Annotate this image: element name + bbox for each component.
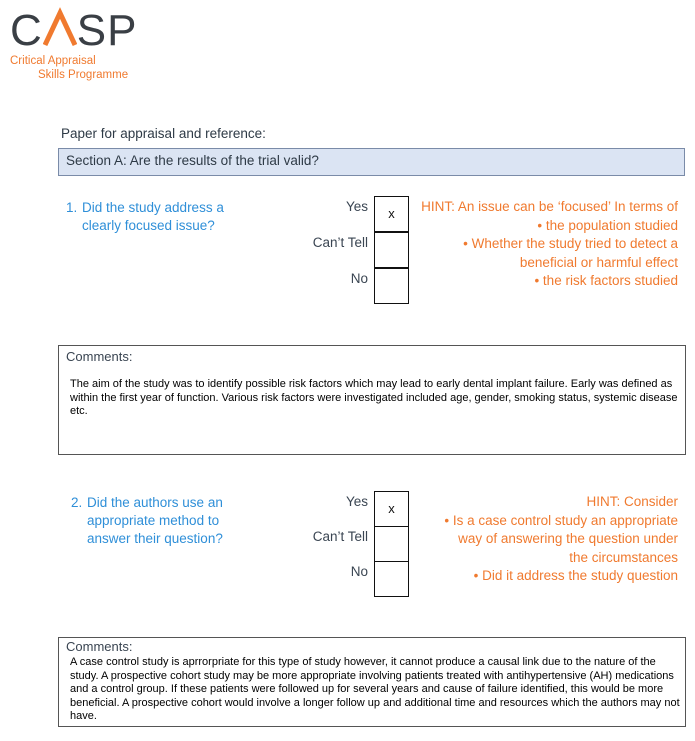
q1-hint [415, 198, 678, 291]
q1-comments-text: The aim of the study was to identify possible risk factors which may lead to early dental implant failure. Early was defined as within the first year of function. Various risk factors were investigated included age, gender, smoking status, systemic disease etc. [70, 378, 678, 417]
q2-yes-checkbox[interactable]: x [374, 491, 409, 527]
question-1 [66, 199, 266, 239]
logo-letters-sp: SP [76, 6, 138, 55]
q2-comments-box[interactable] [58, 637, 686, 727]
q2-yes-label: Yes [345, 494, 368, 509]
q2-hint-line-2: way of answering the question under [458, 531, 678, 546]
question-2 [71, 494, 271, 550]
q2-hint-line-3: the circumstances [569, 549, 678, 565]
logo-a-chevron-icon [43, 7, 77, 47]
q1-hint-line-4: • the risk factors studied [534, 273, 678, 288]
q2-hint [415, 493, 678, 586]
q2-comments-label: Comments: [66, 639, 133, 654]
q1-hint-line-1: • the population studied [537, 217, 678, 233]
logo-letter-c: C [10, 6, 43, 55]
question-1-line-2: clearly focused issue? [82, 218, 215, 233]
q1-cant-tell-checkbox[interactable] [374, 232, 409, 268]
question-1-line-1: Did the study address a [82, 200, 224, 215]
section-header: Section A: Are the results of the trial valid? [58, 148, 685, 176]
question-2-line-3: answer their question? [87, 531, 223, 546]
q1-comments-box[interactable] [58, 345, 686, 455]
question-2-number: 2. [71, 495, 83, 510]
q2-no-label: No [350, 564, 368, 579]
logo-tagline-2: Skills Programme [38, 69, 129, 81]
q1-no-label: No [350, 271, 368, 286]
q2-hint-line-4: • Did it address the study question [473, 568, 678, 583]
question-1-number: 1. [66, 200, 78, 215]
logo-tagline-1: Critical Appraisal [10, 55, 96, 67]
q1-yes-checkbox[interactable]: x [374, 196, 409, 232]
q1-hint-title: HINT: An issue can be ‘focused’ In terms of [421, 199, 678, 214]
q1-cant-tell-label: Can’t Tell [312, 235, 368, 250]
q2-cant-tell-label: Can’t Tell [312, 529, 368, 544]
q2-hint-line-1: • Is a case control study an appropriate [444, 512, 678, 528]
q2-no-checkbox[interactable] [374, 561, 409, 597]
q2-hint-title: HINT: Consider [586, 494, 678, 509]
q1-no-checkbox[interactable] [374, 268, 409, 304]
question-2-line-1: Did the authors use an [87, 495, 223, 510]
paper-title: Paper for appraisal and reference: [61, 126, 266, 141]
q2-cant-tell-checkbox[interactable] [374, 526, 409, 562]
q1-hint-line-2: • Whether the study tried to detect a [463, 236, 678, 251]
question-2-line-2: appropriate method to [87, 513, 220, 528]
q1-yes-label: Yes [345, 199, 368, 214]
q1-hint-line-3: beneficial or harmful effect [519, 254, 678, 270]
q2-comments-text: A case control study is aprrorpriate for this type of study however, it cannot produce a causal link due to the nature of the study. A prospective cohort study may be more appropriate involving patients treated with antihypertensive (AH) medications and a control group. If these patients were followed up for several years and cause of failure identified, this would be more beneficial. A prospective cohort would involve a longer follow up and additional time and resources which the authors may not have. [70, 656, 680, 722]
q1-comments-label: Comments: [66, 349, 133, 364]
casp-logo [10, 6, 137, 56]
